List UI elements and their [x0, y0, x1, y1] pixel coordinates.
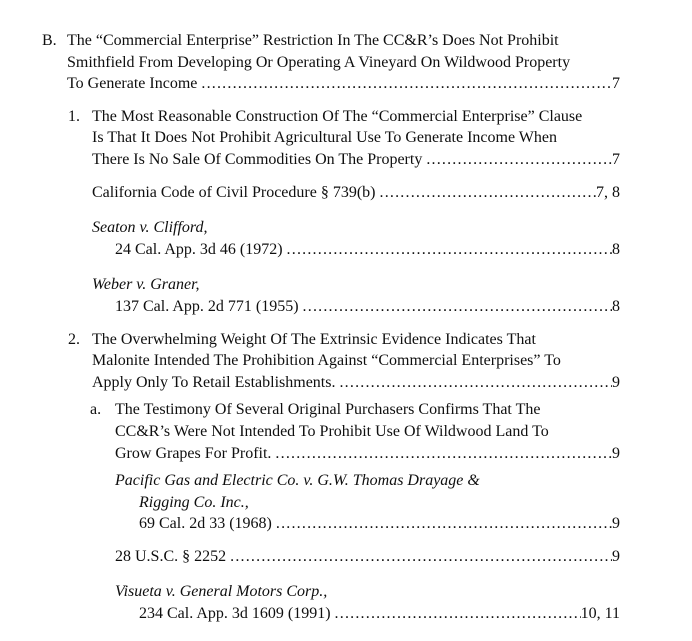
line-text: The Overwhelming Weight Of The Extrinsic Evidence Indicates That [92, 330, 536, 348]
dot-leader [331, 603, 581, 625]
toc-line [115, 581, 620, 603]
line-text: Apply Only To Retail Establishments. [92, 373, 336, 391]
page-number: 9 [612, 373, 620, 391]
line-text: There Is No Sale Of Commodities On The Property [92, 150, 423, 168]
page-number: 10, 11 [580, 605, 620, 623]
entry-marker: 1. [68, 107, 80, 125]
dot-leader [335, 372, 612, 394]
entry-body [92, 329, 620, 394]
page-number: 8 [612, 240, 620, 258]
toc-line [92, 127, 620, 149]
toc-entry-section-2 [42, 329, 620, 394]
line-text: The Most Reasonable Construction Of The “Commercial Enterprise” Clause [92, 107, 583, 125]
toc-entry-authority-california-code [42, 182, 620, 204]
entry-body [67, 30, 620, 95]
line-text: The “Commercial Enterprise” Restriction In The CC&R’s Does Not Prohibit [67, 32, 559, 49]
toc-line [115, 546, 620, 568]
line-text: California Code of Civil Procedure § 739(b) [92, 183, 376, 201]
line-text: 234 Cal. App. 3d 1609 (1991) [139, 605, 331, 623]
entry-body [115, 546, 620, 568]
case-name-text: Weber v. Graner, [92, 276, 200, 294]
dot-leader [422, 149, 612, 171]
toc-line [92, 372, 620, 394]
toc-line [115, 470, 620, 492]
toc-line [92, 274, 620, 296]
line-text: CC&R’s Were Not Intended To Prohibit Use Of Wildwood Land To [115, 422, 549, 440]
line-text: Smithfield From Developing Or Operating A Vineyard On Wildwood Property [67, 53, 571, 71]
entry-body [115, 581, 620, 624]
page-number: 7 [612, 75, 620, 93]
toc-line [139, 603, 620, 625]
toc-line [139, 492, 620, 514]
entry-marker: B. [42, 32, 57, 49]
dot-leader [272, 513, 612, 535]
entry-body [92, 274, 620, 317]
case-name-text: Seaton v. Clifford, [92, 219, 208, 237]
entry-body [92, 217, 620, 260]
toc-entry-section-B [42, 30, 620, 95]
entry-body [92, 182, 620, 204]
dot-leader [226, 546, 612, 568]
entry-marker: 2. [68, 330, 80, 348]
toc-entry-authority-visueta [42, 581, 620, 624]
toc-line [115, 443, 620, 465]
page-number: 9 [612, 444, 620, 462]
dot-leader [271, 443, 612, 465]
dot-leader [376, 182, 597, 204]
line-text: 69 Cal. 2d 33 (1968) [139, 515, 272, 533]
page-number: 8 [612, 297, 620, 315]
line-text: 137 Cal. App. 2d 771 (1955) [115, 297, 299, 315]
toc-line [115, 239, 620, 261]
toc-line [92, 149, 620, 171]
dot-leader [283, 239, 612, 261]
toc-line [67, 52, 620, 74]
line-text: Grow Grapes For Profit. [115, 444, 272, 462]
dot-leader [197, 73, 612, 95]
toc [42, 30, 620, 625]
case-name-text: Rigging Co. Inc., [139, 493, 249, 511]
toc-entry-authority-pacific-gas [42, 470, 620, 535]
toc-entry-section-1 [42, 106, 620, 171]
toc-line [92, 106, 620, 128]
toc-line [92, 329, 620, 351]
line-text: 28 U.S.C. § 2252 [115, 547, 227, 565]
entry-marker: a. [90, 401, 102, 419]
page-number: 7, 8 [596, 183, 620, 201]
toc-line [139, 513, 620, 535]
toc-line [115, 296, 620, 318]
toc-line [115, 399, 620, 421]
toc-line [92, 182, 620, 204]
toc-entry-authority-weber-v-graner [42, 274, 620, 317]
page-number: 9 [612, 547, 620, 565]
dot-leader [299, 296, 612, 318]
line-text: Malonite Intended The Prohibition Against “Commercial Enterprises” To [92, 352, 561, 370]
case-name-text: Visueta v. General Motors Corp., [115, 583, 328, 601]
line-text: The Testimony Of Several Original Purchasers Confirms That The [115, 401, 541, 419]
entry-body [115, 399, 620, 464]
toc-entry-section-2a [42, 399, 620, 464]
entry-body [92, 106, 620, 171]
toc-line [92, 350, 620, 372]
toc-entry-authority-seaton-v-clifford [42, 217, 620, 260]
line-text: Is That It Does Not Prohibit Agricultural Use To Generate Income When [92, 129, 557, 147]
toc-line [67, 73, 620, 95]
line-text: To Generate Income [67, 75, 198, 93]
page-number: 9 [612, 515, 620, 533]
case-name-text: Pacific Gas and Electric Co. v. G.W. Thomas Drayage & [115, 472, 480, 490]
line-text: 24 Cal. App. 3d 46 (1972) [115, 240, 283, 258]
entry-body [115, 470, 620, 535]
toc-line [115, 421, 620, 443]
toc-line [67, 30, 620, 52]
toc-line [92, 217, 620, 239]
page-number: 7 [612, 150, 620, 168]
toc-entry-authority-28-usc-2252 [42, 546, 620, 568]
